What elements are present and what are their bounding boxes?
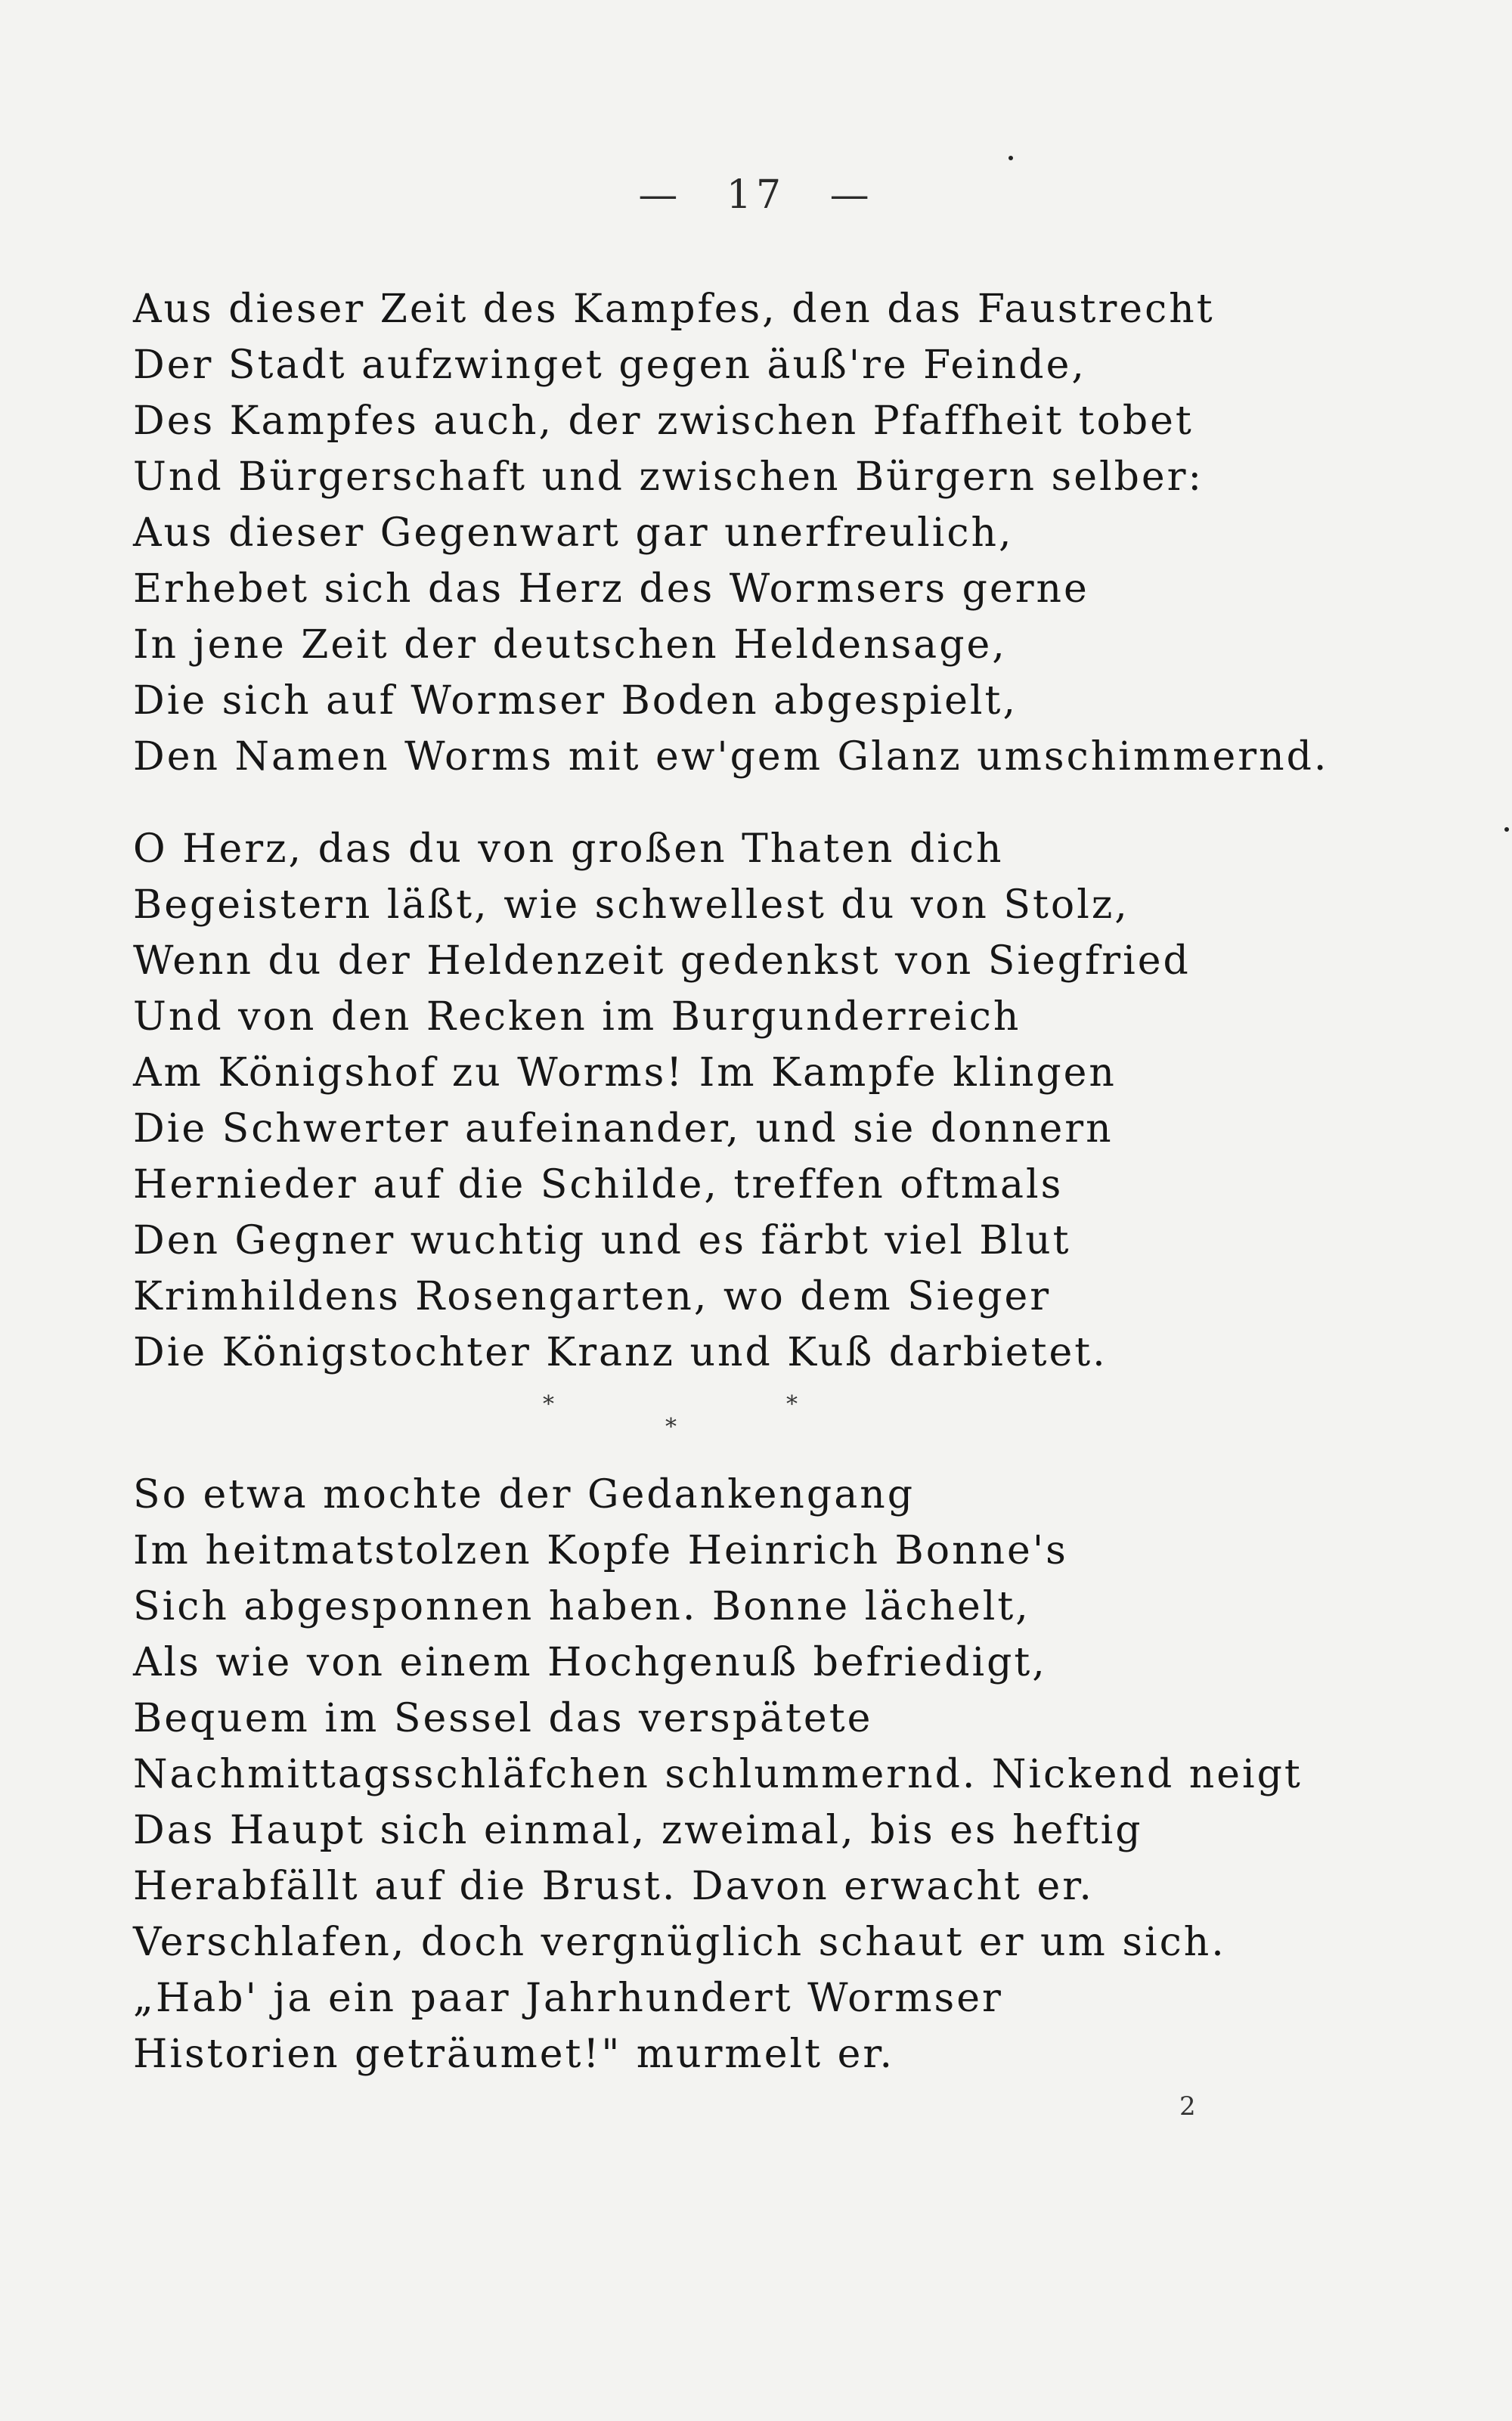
verse-line: Aus dieser Zeit des Kampfes, den das Faustrecht xyxy=(133,287,1215,332)
verse-line: Begeistern läßt, wie schwellest du von Stolz, xyxy=(133,882,1129,928)
verse-line: Den Namen Worms mit ew'gem Glanz umschimmernd. xyxy=(133,734,1329,780)
verse-line: Erhebet sich das Herz des Wormsers gerne xyxy=(133,566,1089,612)
verse-line: Aus dieser Gegenwart gar unerfreulich, xyxy=(133,510,1014,556)
verse-line: Und Bürgerschaft und zwischen Bürgern selber: xyxy=(133,454,1204,500)
verse-line: In jene Zeit der deutschen Heldensage, xyxy=(133,622,1007,668)
verse-line: Im heitmatstolzen Kopfe Heinrich Bonne's xyxy=(133,1528,1068,1573)
asterism-divider xyxy=(0,1391,1512,1452)
paper-speck xyxy=(1504,827,1509,832)
header-dash-right: — xyxy=(829,172,874,218)
verse-line: Verschlafen, doch vergnüglich schaut er um sich. xyxy=(133,1920,1226,1965)
verse-line: Historien geträumet!" murmelt er. xyxy=(133,2032,895,2077)
header-dash-left: — xyxy=(638,172,683,218)
page-header xyxy=(0,172,1512,218)
verse-line: Sich abgesponnen haben. Bonne lächelt, xyxy=(133,1584,1030,1629)
asterism-star: * xyxy=(543,1391,554,1418)
verse-line: Bequem im Sessel das verspätete xyxy=(133,1696,873,1741)
verse-line: Die Königstochter Kranz und Kuß darbietet. xyxy=(133,1330,1108,1375)
verse-line: Der Stadt aufzwinget gegen äuß're Feinde, xyxy=(133,343,1086,388)
verse-line: Krimhildens Rosengarten, wo dem Sieger xyxy=(133,1274,1052,1319)
verse-line: Das Haupt sich einmal, zweimal, bis es heftig xyxy=(133,1808,1143,1853)
paper-speck xyxy=(1009,156,1013,160)
verse-line: Des Kampfes auch, der zwischen Pfaffheit tobet xyxy=(133,398,1194,444)
verse-line: Hernieder auf die Schilde, treffen oftmals xyxy=(133,1162,1064,1207)
verse-line: Am Königshof zu Worms! Im Kampfe klingen xyxy=(133,1050,1117,1096)
asterism-star: * xyxy=(665,1414,677,1440)
verse-line: Wenn du der Heldenzeit gedenkst von Siegfried xyxy=(133,938,1191,984)
stanza-1 xyxy=(133,281,1329,785)
verse-line: Und von den Recken im Burgunderreich xyxy=(133,994,1021,1040)
verse-line: Die Schwerter aufeinander, und sie donnern xyxy=(133,1106,1114,1152)
stanza-2 xyxy=(133,821,1267,1381)
verse-line: Den Gegner wuchtig und es färbt viel Blut xyxy=(133,1218,1071,1263)
verse-line: Die sich auf Wormser Boden abgespielt, xyxy=(133,678,1018,724)
verse-line: Nachmittagsschläfchen schlummernd. Nickend neigt xyxy=(133,1752,1303,1797)
page-number: 17 xyxy=(726,172,786,218)
stanza-3 xyxy=(133,1467,1303,2082)
asterism-star: * xyxy=(786,1391,798,1418)
verse-line: O Herz, das du von großen Thaten dich xyxy=(133,826,1004,872)
verse-line: Als wie von einem Hochgenuß befriedigt, xyxy=(133,1640,1047,1685)
verse-line: „Hab' ja ein paar Jahrhundert Wormser xyxy=(133,1976,1003,2021)
verse-line: Herabfällt auf die Brust. Davon erwacht er. xyxy=(133,1864,1094,1909)
verse-line: So etwa mochte der Gedankengang xyxy=(133,1472,915,1517)
signature-mark: 2 xyxy=(1179,2091,1196,2122)
